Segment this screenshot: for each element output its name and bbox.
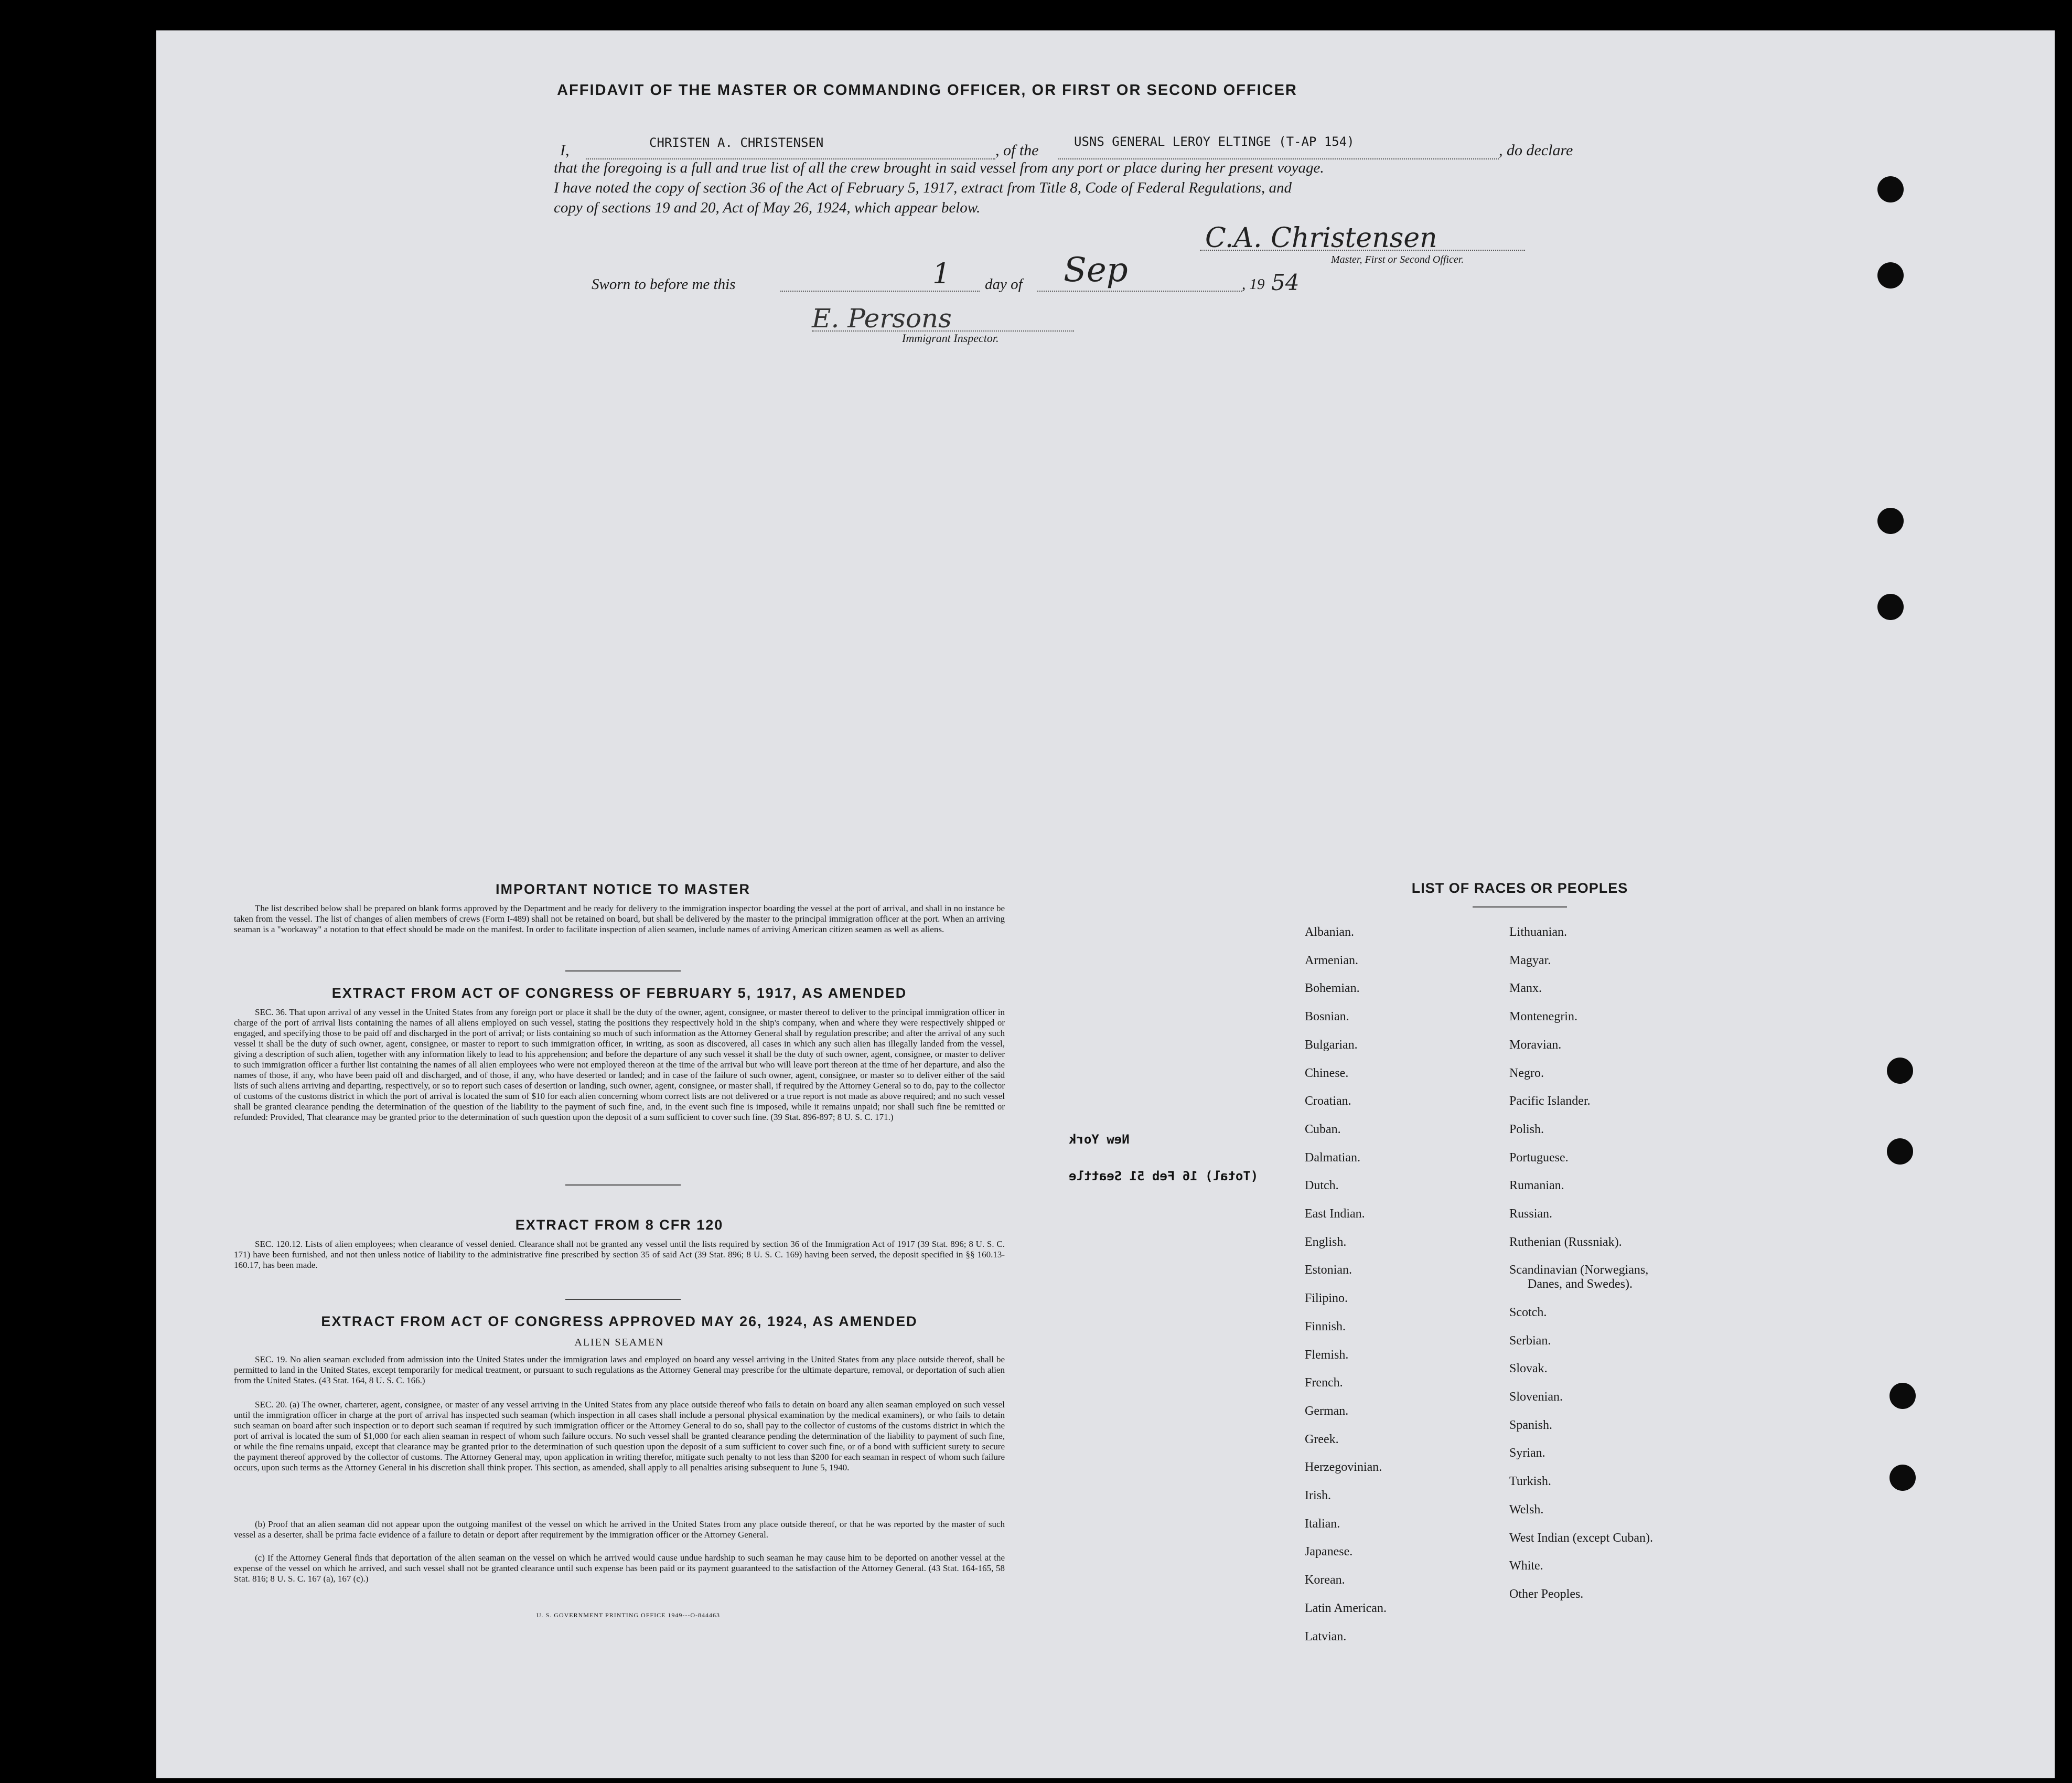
extract-1917-title: EXTRACT FROM ACT OF CONGRESS OF FEBRUARY 5, 1917, AS AMENDED: [331, 985, 907, 1001]
race-item: Polish.: [1509, 1122, 1544, 1136]
master-signature: C.A. Christensen: [1205, 222, 1437, 254]
race-item: Albanian.: [1305, 925, 1354, 939]
master-signature-line: [1200, 250, 1525, 251]
affidavit-body-2: I have noted the copy of section 36 of the Act of February 5, 1917, extract from Title 8, Code of Federal Regulations, and: [554, 179, 1292, 196]
sworn-day: 1: [932, 257, 951, 290]
race-item: Bulgarian.: [1305, 1038, 1358, 1052]
stamp-line-2: (Total) 16 Feb 51 Seattle: [1069, 1169, 1259, 1183]
extract-1917-separator: [565, 1184, 681, 1186]
race-item: Other Peoples.: [1509, 1587, 1584, 1601]
race-item: Finnish.: [1305, 1319, 1346, 1333]
punch-hole: [1877, 594, 1904, 620]
punch-hole: [1890, 1383, 1916, 1409]
race-item: Scandinavian (Norwegians,: [1509, 1263, 1649, 1277]
race-item: Rumanian.: [1509, 1179, 1564, 1193]
day-of-label: day of: [985, 276, 1023, 293]
cfr-separator: [565, 1299, 681, 1300]
race-item: Scotch.: [1509, 1305, 1547, 1319]
race-item: Moravian.: [1509, 1038, 1562, 1052]
race-item: Japanese.: [1305, 1545, 1353, 1559]
sworn-year: 54: [1271, 270, 1300, 295]
race-item: Herzegovinian.: [1305, 1460, 1382, 1475]
race-item: Italian.: [1305, 1517, 1340, 1531]
race-item: Latin American.: [1305, 1601, 1387, 1615]
race-item: Flemish.: [1305, 1348, 1349, 1362]
race-item: Welsh.: [1509, 1502, 1544, 1517]
race-item: Portuguese.: [1509, 1150, 1569, 1165]
master-name: CHRISTEN A. CHRISTENSEN: [649, 135, 824, 150]
sec-19-text: SEC. 19. No alien seaman excluded from admission into the United States under the immigration laws and employed on board any vessel arriving in the United States from any place outside thereof, shall be permitted to land in the United States, except temporarily for medical treatment, or pursuant to such regulations as the Attorney General may prescribe for the ultimate departure, removal, or deportation of such alien from the United States. (43 Stat. 164, 8 U. S. C. 166.): [234, 1354, 1005, 1385]
extract-1917-text: SEC. 36. That upon arrival of any vessel in the United States from any foreign port or place it shall be the duty of the owner, agent, consignee, or master thereof to deliver to the principal immigration officer in charge of the port of arrival lists containing the names of all aliens employed on such vessel, stating the positions they respectively hold in the ship's company, when and where they were respectively shipped or engaged, and specifying those to be paid off and discharged in the port of arrival; or lists containing so much of such information as the Attorney General shall by regulation prescribe; and after the arrival of any such vessel it shall be the duty of such owner, agent, consignee, or master to report to such immigration officer, in writing, as soon as discovered, all cases in which any such alien has illegally landed from the vessel, giving a description of such alien, together with any information likely to lead to his apprehension; and before the departure of any such vessel it shall be the duty of such owner, agent, consignee, or master to deliver to such immigration officer a further list containing the names of all alien employees who were not employed thereon at the time of the arrival but who will leave port thereon at the time of her departure, and also the names of those, if any, who have been paid off and discharged, and of those, if any, who have deserted or landed; and in case of the failure of such owner, agent, consignee, or master so to deliver either of the said lists of such aliens arriving and departing, respectively, or so to report such cases of desertion or landing, such owner, agent, consignee, or master shall, if required by the Attorney General so to do, pay to the collector of customs of the customs district in which the port of arrival is located the sum of $10 for each alien concerning whom correct lists are not delivered or a true report is not made as above required; and no such vessel shall be granted clearance pending the determination of the question of the liability to the payment of such fine, and, in the event such fine is imposed, while it remains unpaid; nor shall such fine be remitted or refunded: Provided, That clearance may be granted prior to the determination of such question upon the deposit of a sum sufficient to cover such fine. (39 Stat. 896-897; 8 U. S. C. 171.): [234, 1007, 1005, 1122]
notice-title: IMPORTANT NOTICE TO MASTER: [496, 881, 750, 897]
race-item: Irish.: [1305, 1489, 1331, 1502]
inspector-caption: Immigrant Inspector.: [902, 332, 999, 345]
sworn-label: Sworn to before me this: [592, 276, 736, 293]
inspector-signature: E. Persons: [812, 303, 952, 334]
race-item: Dutch.: [1305, 1179, 1339, 1193]
affidavit-title: AFFIDAVIT OF THE MASTER OR COMMANDING OFFICER, OR FIRST OR SECOND OFFICER: [557, 82, 1297, 99]
race-item: Lithuanian.: [1509, 925, 1567, 939]
sworn-day-line: [780, 291, 980, 292]
race-item: Danes, and Swedes).: [1528, 1277, 1633, 1291]
do-declare-label: , do declare: [1499, 142, 1573, 159]
race-item: Armenian.: [1305, 953, 1358, 967]
punch-hole: [1887, 1138, 1913, 1165]
of-the-label: , of the: [995, 142, 1039, 159]
race-item: Serbian.: [1509, 1333, 1551, 1348]
race-item: French.: [1305, 1376, 1343, 1390]
year-prefix: , 19: [1242, 276, 1265, 293]
document-sheet: [156, 30, 2055, 1778]
race-item: Bohemian.: [1305, 981, 1360, 996]
race-item: Dalmatian.: [1305, 1150, 1360, 1165]
punch-hole: [1887, 1058, 1913, 1084]
race-item: Korean.: [1305, 1573, 1345, 1587]
master-caption: Master, First or Second Officer.: [1331, 254, 1464, 265]
race-item: Slovenian.: [1509, 1390, 1563, 1404]
races-separator: [1473, 906, 1567, 907]
punch-hole: [1877, 176, 1904, 202]
race-item: Manx.: [1509, 981, 1542, 996]
notice-separator: [565, 970, 681, 971]
race-item: Slovak.: [1509, 1362, 1548, 1376]
race-item: Greek.: [1305, 1432, 1339, 1446]
sworn-month: Sep: [1064, 251, 1128, 290]
race-item: Negro.: [1509, 1066, 1544, 1080]
affidavit-body-1: that the foregoing is a full and true list of all the crew brought in said vessel from any port or place during her present voyage.: [554, 159, 1324, 176]
race-item: Montenegrin.: [1509, 1010, 1577, 1024]
race-item: Bosnian.: [1305, 1010, 1349, 1024]
race-item: Croatian.: [1305, 1094, 1351, 1108]
cfr-title: EXTRACT FROM 8 CFR 120: [515, 1217, 724, 1233]
race-item: Turkish.: [1509, 1475, 1551, 1489]
race-item: Syrian.: [1509, 1446, 1545, 1460]
race-item: German.: [1305, 1404, 1349, 1418]
vessel-name: USNS GENERAL LEROY ELTINGE (T-AP 154): [1074, 134, 1355, 149]
race-item: West Indian (except Cuban).: [1509, 1531, 1653, 1545]
extract-1924-title: EXTRACT FROM ACT OF CONGRESS APPROVED MAY 26, 1924, AS AMENDED: [321, 1314, 918, 1329]
affidavit-body-3: copy of sections 19 and 20, Act of May 26, 1924, which appear below.: [554, 199, 981, 216]
race-item: White.: [1509, 1559, 1543, 1573]
sec-20b-text: (b) Proof that an alien seaman did not appear upon the outgoing manifest of the vessel on which he arrived in the United States from any place outside thereof, or that he was reported by the master of such vessel as a deserter, shall be prima facie evidence of a failure to detain or deport after requirement by the immigration officer or the Attorney General.: [234, 1519, 1005, 1540]
sec-20c-text: (c) If the Attorney General finds that deportation of the alien seaman on the vessel on which he arrived would cause undue hardship to such seaman he may cause him to be deported on another vessel at the expense of the vessel on which he arrived, and such vessel shall not be granted clearance until such expense has been paid or its payment guaranteed to the satisfaction of the Attorney General. (43 Stat. 164-165, 58 Stat. 816; 8 U. S. C. 167 (a), 167 (c).): [234, 1553, 1005, 1584]
punch-hole: [1877, 262, 1904, 289]
printer-imprint: U. S. GOVERNMENT PRINTING OFFICE 1949---O-844463: [536, 1611, 721, 1619]
race-item: East Indian.: [1305, 1207, 1365, 1221]
race-item: Latvian.: [1305, 1629, 1347, 1643]
notice-text: The list described below shall be prepared on blank forms approved by the Department and be ready for delivery to the immigration inspector boarding the vessel at the port of arrival, and shall in no instance be taken from the vessel. The list of changes of alien members of crews (Form I-489) shall not be retained on board, but shall be delivered by the master to the principal immigration officer at the port. When an arriving seaman is a "workaway" a notation to that effect should be made on the manifest. In order to facilitate inspection of alien seamen, include names of arriving American citizen seamen as well as aliens.: [234, 903, 1005, 934]
race-item: Pacific Islander.: [1509, 1094, 1591, 1108]
race-item: Russian.: [1509, 1207, 1553, 1221]
race-item: Filipino.: [1305, 1291, 1348, 1306]
race-item: Magyar.: [1509, 953, 1551, 967]
i-label: I,: [560, 142, 570, 159]
race-item: Ruthenian (Russniak).: [1509, 1235, 1622, 1249]
races-title: LIST OF RACES OR PEOPLES: [1411, 880, 1628, 896]
cfr-text: SEC. 120.12. Lists of alien employees; when clearance of vessel denied. Clearance shall not be granted any vessel until the lists required by section 36 of the Immigration Act of 1917 (39 Stat. 896; 8 U. S. C. 171) have been furnished, and not then unless notice of liability to the administrative fine prescribed by section 35 of said Act (39 Stat. 896; 8 U. S. C. 169) having been served, the deposit specified in §§ 160.13-160.17, has been made.: [234, 1239, 1005, 1270]
race-item: Cuban.: [1305, 1122, 1341, 1136]
alien-seamen-subtitle: ALIEN SEAMEN: [574, 1337, 664, 1348]
race-item: English.: [1305, 1235, 1347, 1249]
race-item: Spanish.: [1509, 1418, 1553, 1432]
stamp-line-1: New York: [1069, 1132, 1130, 1147]
punch-hole: [1877, 508, 1904, 534]
race-item: Chinese.: [1305, 1066, 1349, 1080]
sworn-month-line: [1037, 291, 1242, 292]
sec-20a-text: SEC. 20. (a) The owner, charterer, agent, consignee, or master of any vessel arriving in the United States from any place outside thereof who fails to detain on board any alien seaman employed on such vessel until the immigration officer in charge at the port of arrival has inspected such seaman (which inspection in all cases shall include a personal physical examination by the medical examiners), or who fails to detain such seaman on board after such inspection or to deport such seaman if required by such immigration officer or the Attorney General to do so, shall pay to the collector of customs of the customs district in which the port of arrival is located the sum of $1,000 for each alien seaman in respect of whom such failure occurs. No such vessel shall be granted clearance pending the determination of the liability to payment of such fine, or while the fine remains unpaid, except that clearance may be granted prior to the determination of such question upon the deposit of a sum sufficient to cover such fine, or of a bond with sufficient surety to secure the payment thereof approved by the collector of customs. The Attorney General may, upon application in writing therefor, mitigate such penalty to not less than $200 for each seaman in respect of whom such failure occurs, upon such terms as the Attorney General in his discretion shall think proper. This section, as amended, shall apply to all penalties arising subsequent to June 5, 1940.: [234, 1400, 1005, 1472]
punch-hole: [1890, 1465, 1916, 1491]
race-item: Estonian.: [1305, 1263, 1352, 1277]
